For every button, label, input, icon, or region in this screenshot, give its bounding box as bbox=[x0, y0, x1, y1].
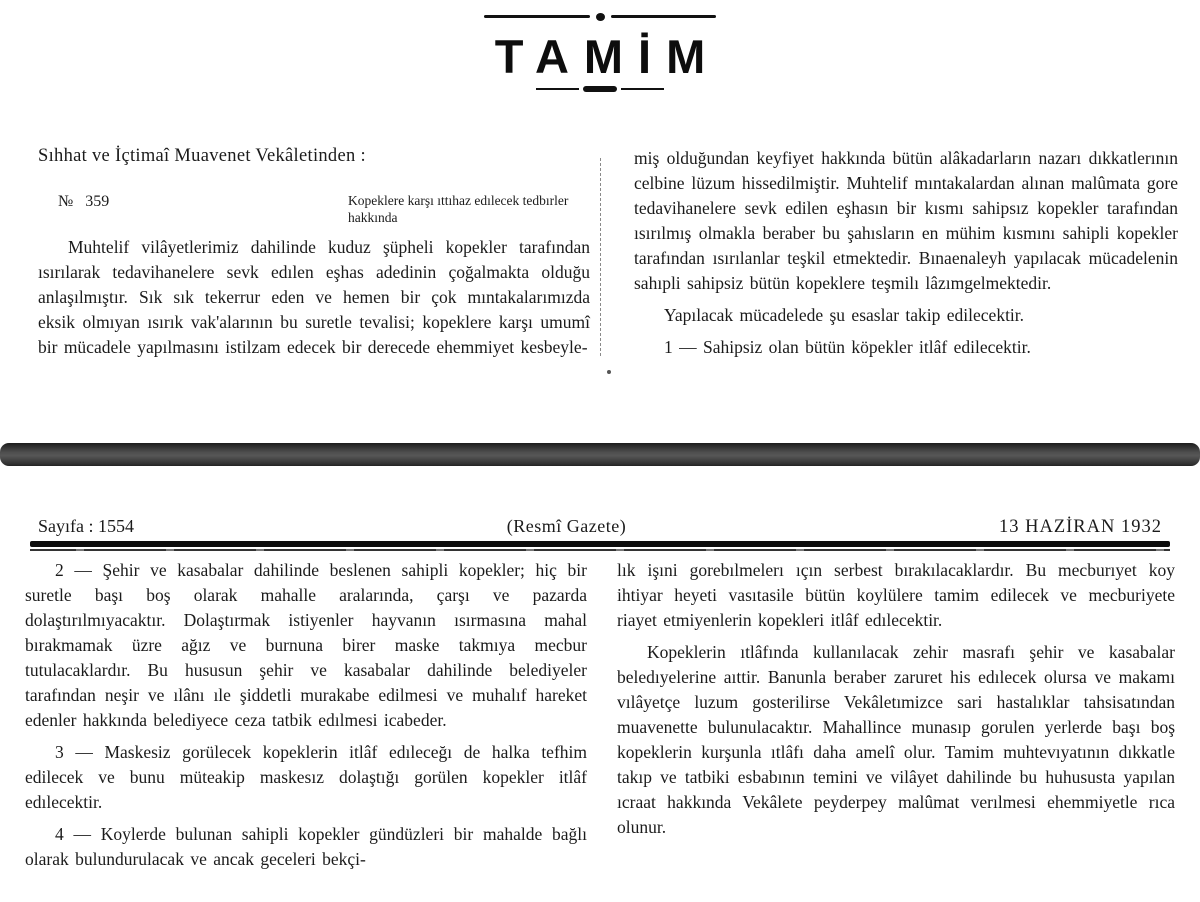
title-ornament-bottom bbox=[536, 86, 664, 92]
page1-left-text bbox=[38, 235, 590, 360]
ornament-line-right bbox=[611, 15, 717, 18]
document-number: № 359 bbox=[58, 193, 110, 210]
masthead bbox=[0, 14, 1200, 92]
gazette-page-bottom bbox=[0, 466, 1200, 902]
title-ornament-top bbox=[484, 14, 716, 19]
page2-right-column bbox=[617, 558, 1175, 872]
list-item-1: 1 — Sahipsiz olan bütün köpekler itlâf edilecektir. bbox=[664, 337, 1031, 357]
gazette-header-row bbox=[30, 516, 1170, 541]
gazette-page-top bbox=[0, 0, 1200, 443]
column-divider-dashed bbox=[600, 158, 601, 356]
page2-columns bbox=[25, 558, 1175, 872]
page1-columns bbox=[38, 146, 1178, 360]
issuing-authority: Sıhhat ve İçtimaî Muavenet Vekâletinden : bbox=[38, 146, 366, 166]
page1-right-text bbox=[634, 146, 1178, 360]
page2-left-column bbox=[25, 558, 587, 872]
paragraph: Kopeklerin ıtlâfında kullanılacak zehir masrafı şehir ve kasabalar beledıyelerine aıttir. Banunla beraber zaruret his edılecek olursa ve makamı vılâyetçe luzum gosterilirse Vekâletımizce sari hastalıklar tahsisatından muavenette bulunulacaktır. Mahallince munasıp gorulen yerlerde başı boş kopeklerin kurşunla ıtlâfı daha amelî olur. Tamim muhtevıyatının dıkkatle takıp ve tatbiki esbabının temini ve vilâyet dahilinde bu huhususta yapılan ıcraat hakkında Vekâlete peyderpey malûmat verılmesi ehemmiyetle rıca olunur. bbox=[617, 642, 1175, 837]
issue-date: 13 HAZİRAN 1932 bbox=[998, 517, 1162, 537]
gazette-header bbox=[30, 516, 1170, 551]
page-number-label: Sayıfa : 1554 bbox=[38, 516, 134, 536]
paragraph: miş olduğundan keyfiyet hakkında bütün alâkadarların nazarı dıkkatlerının celbine lüzum hissedilmiştir. Muhtelif mıntakalardan alınan malûmata gore tedavihanelere sevk edilen eşhasın bir kısmı sahipsız kopekler tarafından ısırılmış olmakla beraber bu şahısların en mühim kısmını sahipli kopekler tarafından ısırılanlar teşkil etmektedir. Bınaenaleyh yapılacak mücadelenin sahıpli sahipsiz bütün kopeklere teşmilı lâzımgelmektedir. bbox=[634, 148, 1178, 293]
page1-right-column bbox=[634, 146, 1178, 360]
journal-name: (Resmî Gazete) bbox=[506, 516, 627, 536]
document-title: TAMİM bbox=[494, 30, 721, 83]
list-item-3: 3 — Maskesiz gorülecek kopeklerin itlâf edıleceğı de halka tefhim edilecek ve bunu müteakip maskesız dolaştığı gorülen kopekler itlâf edılecektir. bbox=[25, 742, 587, 812]
ornament-dot bbox=[596, 13, 605, 21]
header-rule-thin bbox=[30, 549, 1170, 551]
ornament-blob bbox=[583, 86, 617, 92]
page-separator-bar bbox=[0, 443, 1200, 466]
document-subject: Kopeklere karşı ıttıhaz edılecek tedbırler hakkında bbox=[348, 193, 569, 225]
page1-left-column bbox=[38, 146, 590, 360]
header-rule-thick bbox=[30, 541, 1170, 547]
ornament-line-left2 bbox=[536, 88, 579, 90]
document-number-row bbox=[38, 193, 590, 226]
paragraph: lık işıni gorebılmelerı ıçın serbest bırakılacaklardır. Bu mecburıyet koy ihtiyar heyeti vasıtasile bütün koylülere tamim edilecek ve mecburiyete riayet etmiyenlerin kopekleri itlâf edılecektir. bbox=[617, 560, 1175, 630]
list-item-2: 2 — Şehir ve kasabalar dahilinde beslenen sahipli kopekler; hiç bir suretle başı boş olarak mahalle aralarında, çarşı ve pazarda dolaştırılmıyacaktır. Dolaştırmak istiyenler hayvanın ısırmasına mahal bırakmamak üzre ağız ve burnuna birer maske takmıya mecbur tutulacaklardır. Bu hususun şehir ve kasabalar dahilinde belediyeler tarafından neşir ve ılânı ıle şiddetli murakabe edilmesi ve muhalıf hareket edenler hakkında belediyece ceza tatbik edılmesi icabeder. bbox=[25, 560, 587, 730]
paragraph: Yapılacak mücadelede şu esaslar takip edilecektir. bbox=[664, 305, 1025, 325]
print-speck bbox=[607, 370, 611, 374]
list-item-4: 4 — Koylerde bulunan sahipli kopekler gündüzleri bir mahalde bağlı olarak bulundurulacak ve ancak geceleri bekçi- bbox=[25, 824, 587, 869]
ornament-line-right2 bbox=[621, 88, 664, 90]
paragraph: Muhtelif vilâyetlerimiz dahilinde kuduz şüpheli kopekler tarafından ısırılarak tedavihanelere sevk edılen eşhas adedinin çoğalmakta olduğu anlaşılmıştır. Sık sık tekerrur eden ve hemen bir çok mıntakalarımızda eksik olmıyan ısırık vak'alarının bu suretle tevalisi; kopeklere karşı umumî bir mücadele yapılmasını istilzam edecek bir derecede ehemmiyet kesbeyle- bbox=[38, 237, 590, 357]
ornament-line-left bbox=[484, 15, 590, 18]
